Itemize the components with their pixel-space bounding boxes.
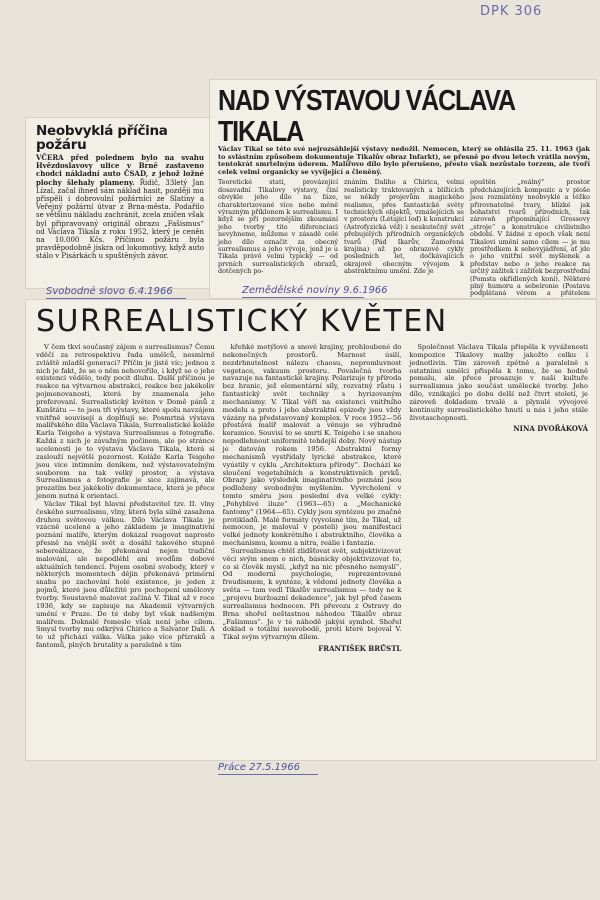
column-3: opuštěn „reálný“ prostor předcházejících kompozic a v ploše jsou rozmístěny neobvyklé a téžko přirovnatelné tvary, blízké jak bohatství tvarů přírodních, tak zároveň připomínající Grossovy „stroje“ a konstrukce civilistního období. V žádné z epoch však není Tikalovi umění samo cílem — je mu prostředkem k sebevyjádření, ať jde o jeho vnitřní svět myšlenek a představ nebo o jeho reakce na určitý zážitek i zážitek bezprostřední (Pomsta okřídlených koní). Některé plný humoru a sebeironie (Postava podplátaná věrem a přátelem	[470, 178, 590, 298]
paragraph: Václav Tikal byl hlavní představitel tzv. II. vlny českého surrealismu, vlny, která byla silně zasažena druhou světovou válkou. Dílo Václava Tikala je vzácně ucelené a jeho základem je imaginativní poznání malíře, kterým dokázal reagovat naprosto přesně na vnější svět a dosáhl takového stupně sebereálizace, že překonával nejen tradiční malování, ale nepodléhl ani svodům dobové aktuálních tendencí. Pojem osobní svobody, který v některých momentech dějin překonává primérní snahu po zachování holé existence, je jeden z pojmů, které jsou důležité pro pochopení umělcovy tvorby. Soustavně malovat začíná V. Tikal až v roce 1936, kdy se zapisuje na Akademii výtvarných umění v Praze. Do té doby byl však nadšeným malířem. Doknalé řemeslo však není jeho cílem. Smysl tvorby mu odkrývá Chirico a Salvator Dalí. A to už přichází válka. Válka jako více přízraků a fantomů, plných brutality a paralelně s tím	[36, 499, 215, 650]
clipping-columns	[36, 344, 588, 653]
clipping-lead: VČERA před polednem bylo na svahu Hvězdoslavovy ulice v Brně zastaveno chodci nákladní auto ČSAD, z jehož ložné plochy šlehaly plameny.	[36, 153, 204, 187]
clipping-title: SURREALISTICKÝ KVĚTEN	[36, 304, 448, 339]
annotation-underline	[242, 297, 364, 298]
paragraph: Společnost Václava Tikala přispěla k vyváženosti kompozice Tikalovy malby jakožto celku i jednotlivin. Tím zároveň zpětně a paralelně s ostatními umělci přispěla k tomu, že se hodně pomalu, ale přece prosazuje v naší kultuře surrealismus jako součást umělecké tvorby. Jeho dílo, vznikající po dobu delší než čtvrt století, je zároveň dokladem trvalé a plynulé vývojové kontinuity surrealistického hnutí u nás i jeho stále životaschopnosti.	[409, 343, 589, 422]
annotation-underline	[46, 298, 186, 299]
annotation-prace: Práce 27.5.1966	[218, 762, 300, 773]
paragraph: křehké motýlové a snové krajiny, prohloubené do nekonečných prostorů. Marnost úsilí, nezdrhnutelnost nálezu chaosu, nepromluvnost vegetace, vakuum prostoru. Povalečná tvorba navazuje na fantastické krajiny. Polarizuje ty příroda bez hranic, jež elementární síly, rozvatný růstu i fantastický svět techniky s hyrizovaným mechanismy. V. Tikal věří na existenci vnitřního modelu a proto i jeho abstraktní epizody jsou vždy vázány na představovaný komplex. V roce 1952—56 přestává malíř malovat a věnuje se výhradně keramice. Souvisí to se smrtí K. Teigeho i se snahou nepodlehnout uniformitě tehdejší doby. Nový nástup je datován rokem 1956. Abstraktní formy mechanismů vystřídaly lyrické abstrakce, které vyústily v cyklu „Architektura přírody“. Dochází ke sloučení vegetabilních a konstruktivních prvků. Obrazy jako výsledek imaginativního poznání jsou podloženy svobodným myšlením. Vyvrcholení v tomto směru jsou poslední dva velké cykly: „Pohyblivé iluze“ (1963—65) a „Mechanické fantomy“ (1964—65). Cykly jsou syntézou po značné protikladů. Malé formáty (vyvolané tím, že Tikal, už nemocen, je maloval v posteli) jsou manifestací velké jednoty konkrétního i abstraktního, člověka a mechanismu, kosmu a nitra, reálie i fantazie.	[222, 343, 402, 548]
annotation-svobodne-slovo: Svobodné slovo 6.4.1966	[46, 286, 173, 297]
clipping-title: NAD VÝSTAVOU VÁCLAVA TIKALA	[218, 84, 515, 149]
clipping-columns	[218, 179, 590, 298]
column-3	[409, 344, 588, 653]
clipping-nad-vystavou	[210, 80, 596, 298]
paragraph: Surrealismus chtěl zlidšťovat svět, subjektivizovat věci svým snem o nich, básnicky objektivizovat to, co si člověk myslí, „když na nic přesného nemyslí“. Od moderní psychologie, reprezentované freudismem, k syntéze, k vědomí jednoty člověka a světa — tam vedl Tikalův surrealismus — tedy ne k „projevu buržoazní dekadence“, jak byl před časem surrealismus hodnocen. Při převozu z Ostravy do Brna shořel neštastnou náhodou Tikalův obraz „Fašismus“. Je v té náhodě jakýsi symbol. Shořel doklad o totální nesvobodě, proti které bojoval V. Tikal svým výtvarným dílem.	[222, 546, 402, 642]
clipping-body	[36, 154, 204, 261]
clipping-neobvykla-pricina-pozaru	[26, 118, 210, 288]
column-1	[36, 344, 215, 653]
column-1: Teoretické stati, provázející dosavadní Tikalovy výstavy, činí obvykle jeho dílo na fáze, charakterizované více nebo méně výrazným příklonem k surrealismu. I když se při pozornějším zkoumání jeho tvorby tito diferenciaci nevyhneme, můžeme v zásadě celé jeho dílo označit za obecný surrealismus a jeho vývoje, jenž je u Tikala právě velmi typický — od prvních surrealistických obrazů, dotčených po-	[218, 178, 338, 276]
annotation-zemedelske-noviny: Zemědělské noviny 9.6.1966	[242, 285, 388, 296]
author: NINA DVOŘÁKOVÁ	[513, 424, 589, 434]
column-2	[223, 344, 402, 653]
clipping-text: Řidič, 33letý Jan Lízal, začal ihned sám náklad hasit, později mu přispěli i dobrovolní požárníci ze Slatiny a Veřejný požární útvar z Brna-města. Podařilo se většinu nákladu zachránit, zcela zničen však byl připravovaný originál obrazu „Fašismus“ od Václava Tikala z roku 1952, který je ceněn na 10.000 Kčs. Příčinou požáru byla pravděpodobně jiskra od lokomotivy, když auto stálo v Pisárkách u spuštěných závor.	[36, 178, 204, 261]
annotation-underline	[218, 774, 318, 775]
column-2: znáním Daliho a Chirica, velmi realisticky traktovaných a blížících se někdy projevům magického realismu, přes fantastické světy technických objektů, vznášejících se v prostoru (Létající loď) k konstrukcí (Astrofyzická věž) i neskutečný svět přebujelých přírodních organických tvarů (Pád Ikarův, Zamořená krajina) až po obrazové cykly posledních let, dočkávajících okrajově obecným vývojem k abstraktnímu umění. Zde je	[344, 178, 464, 276]
clipping-lead: Václav Tikal se této své nejrozsáhlejší výstavy nedožil. Nemocen, který se ohlásila 25. 11. 1963 (jak to svlástním způsobem dokumentuje Tikalův obraz Infarkt), se přesně po dvou letech vrátila novým, tentokrát smrtelným úderem. Malířovo dílo bylo přerušeno, přesto však nezůstalo torzem, ale tvoří celek velmi organicky se vyvíjející a členěný.	[218, 145, 590, 176]
clipping-surrealisticky-kveten	[26, 300, 596, 760]
archive-mark: DPK 306	[480, 4, 543, 19]
clipping-title: Neobvyklá příčina požáru	[36, 123, 168, 153]
paragraph: V čem tkví současný zájem o surrealismus? Čemu vděčí za retrospektivu řada umělců, nesmírně zvláště mladší generaci? Příčin je jistě víc; jednou z nich je fakt, že se o něm nehovořilo, i když se o jeho existenci vědělo, tedy pocit dluhu. Další příčinou je reakce na výtvarnou abstrakci, reakce bez jakékoliv pojmenovanosti, která by znamenala jeho preferovaní. Surrealistický květen v Domě pánů z Kunštátu — to jsou tři výstavy, které spolu navzájem vnitřně souvisejí a doplňují se: Posmrtná výstava malířského díla Václava Tikala, Surrealistické koláže Karla Teigeho a výstava Surrealismus a fotografie. Každá z nich je závažným počinem, ale po stránce ucelenosti je to výstava Václava Tikala, která si zaslouží největší pozornost. Koláže Karla Teigeho jsou více intimním deníkem, než výstavovatelným souborem na tak velký prostor, a výstava Surrealismus a fotografie je sice zajímavá, ale prozatím bez jakékoliv dokumentace, která je přece jenom nutná k orientaci.	[36, 343, 215, 501]
author: FRANTIŠEK BRŮSTL	[318, 644, 402, 654]
